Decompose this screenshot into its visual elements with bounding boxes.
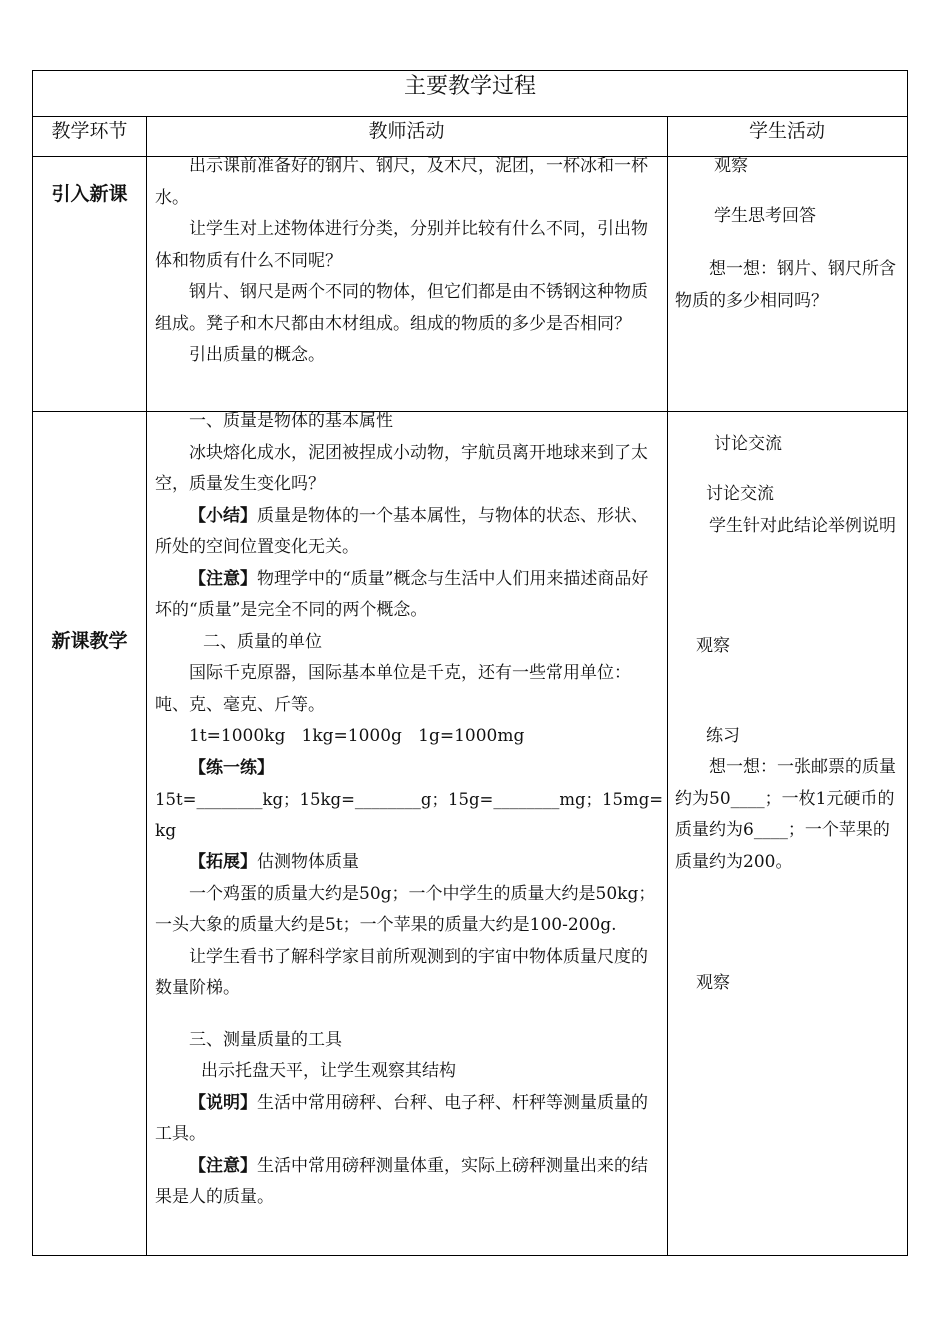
note-paragraph <box>155 564 661 627</box>
section-heading-1: 一、质量是物体的基本属性 <box>189 411 393 431</box>
explain-text: 生活中常用磅秤、台秤、电子秤、杆秤等测量质量的工具。 <box>155 1092 648 1144</box>
intro-student-answer: 学生思考回答 <box>714 206 816 226</box>
practice-heading <box>155 753 661 785</box>
header-stage: 教学环节 <box>51 120 128 142</box>
header-student: 学生活动 <box>748 120 825 142</box>
practice-line-cont: kg <box>155 820 177 841</box>
practice-line: 15t=________kg；15kg=________g；15g=________mg；15mg= <box>155 790 664 809</box>
extend-tag: 【拓展】 <box>189 852 257 872</box>
paragraph: 让学生看书了解科学家目前所观测到的宇宙中物体质量尺度的数量阶梯。 <box>155 946 648 998</box>
extend-text: 估测物体质量 <box>257 852 359 872</box>
paragraph: 国际千克原器，国际基本单位是千克，还有一些常用单位：吨、克、毫克、斤等。 <box>155 663 631 715</box>
stage-new-lesson: 新课教学 <box>51 630 128 652</box>
student-observe: 观察 <box>696 636 730 656</box>
note2-text: 生活中常用磅秤测量体重，实际上磅秤测量出来的结果是人的质量。 <box>155 1155 648 1207</box>
units-line: 1t=1000kg 1kg=1000g 1g=1000mg <box>189 726 525 746</box>
paragraph: 冰块熔化成水，泥团被捏成小动物，宇航员离开地球来到了太空，质量发生变化吗？ <box>155 442 648 494</box>
section-heading-3: 三、测量质量的工具 <box>189 1029 342 1050</box>
student-observe: 观察 <box>696 973 730 993</box>
summary-tag: 【小结】 <box>189 505 257 526</box>
extend-paragraph <box>155 847 661 879</box>
stage-intro: 引入新课 <box>51 183 128 205</box>
note-tag: 【注意】 <box>189 568 257 589</box>
header-teacher: 教师活动 <box>368 120 445 142</box>
table-title: 主要教学过程 <box>403 74 536 99</box>
paragraph: 出示托盘天平，让学生观察其结构 <box>201 1061 456 1081</box>
student-discuss: 讨论交流 <box>714 434 782 454</box>
teaching-process-table <box>32 70 908 1256</box>
intro-student-observe: 观察 <box>714 156 748 176</box>
student-discuss: 讨论交流 <box>706 484 774 504</box>
explain-tag: 【说明】 <box>189 1092 257 1113</box>
intro-teacher-activity <box>155 151 661 372</box>
col-divider <box>667 116 668 1256</box>
summary-text: 质量是物体的一个基本属性，与物体的状态、形状、所处的空间位置变化无关。 <box>155 505 648 557</box>
student-practice: 练习 <box>706 726 740 746</box>
student-think: 想一想：一张邮票的质量约为50____；一枚1元硬币的质量约为6____；一个苹果的质量约为200。 <box>675 757 896 872</box>
note-text: 物理学中的“质量”概念与生活中人们用来描述商品好坏的“质量”是完全不同的两个概念。 <box>155 568 649 620</box>
intro-paragraph: 出示课前准备好的钢片、钢尺，及木尺，泥团，一杯冰和一杯水。 <box>155 156 648 208</box>
summary-paragraph <box>155 501 661 564</box>
note2-tag: 【注意】 <box>189 1155 257 1176</box>
section-heading-2: 二、质量的单位 <box>203 631 322 652</box>
note2-paragraph <box>155 1151 661 1214</box>
intro-paragraph: 钢片、钢尺是两个不同的物体，但它们都是由不锈钢这种物质组成。凳子和木尺都由木材组成。组成的物质的多少是否相同？ <box>155 282 648 334</box>
paragraph: 一个鸡蛋的质量大约是50g；一个中学生的质量大约是50kg；一头大象的质量大约是5t；一个苹果的质量大约是100-200g. <box>155 883 656 935</box>
intro-paragraph: 让学生对上述物体进行分类，分别并比较有什么不同，引出物体和物质有什么不同呢？ <box>155 219 648 271</box>
explain-paragraph <box>155 1088 661 1151</box>
practice-tag: 【练一练】 <box>189 757 274 778</box>
col-divider <box>146 116 147 1256</box>
intro-paragraph: 引出质量的概念。 <box>189 345 325 365</box>
intro-student-think: 想一想：钢片、钢尺所含物质的多少相同吗？ <box>675 259 896 311</box>
new-lesson-teacher-activity <box>155 406 664 1214</box>
student-examples: 学生针对此结论举例说明 <box>709 516 896 536</box>
